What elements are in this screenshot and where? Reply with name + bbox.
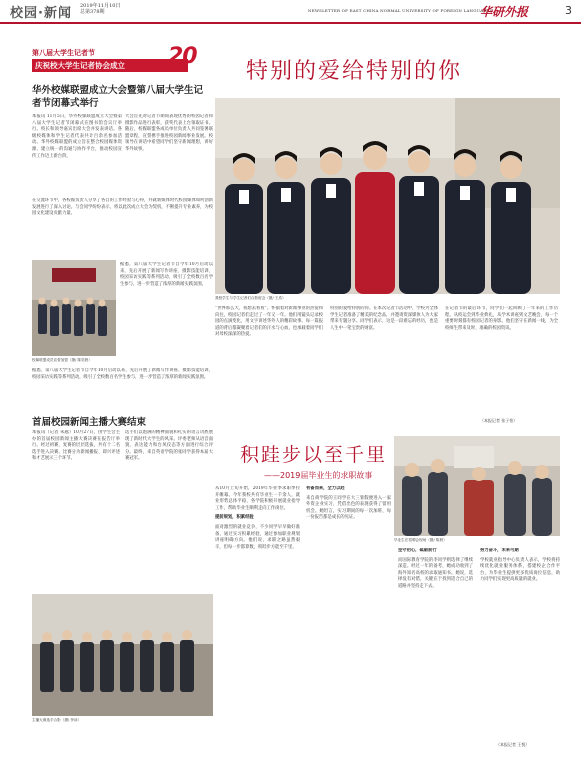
english-title: NEWSLETTER OF EAST CHINA NORMAL UNIVERSITY OF FOREIGN LANGUAGES: [308, 8, 493, 13]
jobs-byline: （本报记者 王悦）: [496, 742, 530, 747]
left-body-a: 本报讯 11月5日，华外校媒联盟成立大会暨第八届大学生记者节闭幕式在图书馆会议厅举行。校长和领导嘉宾出席大会并发表讲话。各级校媒体和学生记者代表共计百余名参加活动。华外校媒联盟的成立旨在整合校园媒体资源，建立统一的沟通与协作平台，推动校园宣传工作迈上新台阶。: [32, 114, 122, 159]
kicker-line: 第八届大学生记者节: [32, 49, 95, 57]
feature-byline: （本报记者 张子怡）: [480, 418, 518, 423]
photo-group-caption: 我校学生与学生记者们合影留念（摄/ 王浩）: [215, 296, 286, 300]
photo-jobfair-caption: 毕业生在招聘会现场（摄/ 陈晨）: [394, 538, 447, 542]
feature-body-c: 在记者节的最后环节，同学们一起回顾了一年来的工作历程。从校运会到毕业典礼，从学术讲座到文艺晚会，每一个重要时刻都有校园记者的身影。他们坚守在新闻一线，为全校师生带来及时、准确的校园资讯。: [445, 306, 558, 331]
issue-date: [80, 3, 120, 15]
photo-anchors: [32, 594, 213, 716]
photo-pledge-caption: 校媒联盟成员宣誓加盟（摄/ 陈奕晨）: [32, 358, 92, 362]
photo-group-svg: [215, 98, 560, 294]
jobs-body-col2: [306, 486, 391, 736]
photo-pledge-svg: [32, 260, 116, 356]
jobs-body-col1: [215, 486, 300, 736]
second-body-e: 本报讯（记者 朱越）10月27日，由学生会主办的首届校园新闻主播大赛决赛在报告厅举行。经过初赛、复赛的层层选拔，共有十二名选手进入决赛。比赛分为新闻播报、即兴评述和才艺展示三个环节。: [32, 430, 120, 462]
feature-body-col3: [445, 306, 558, 416]
left-body-d: 据悉，第八届大学生记者节自今年10月启动以来，先后开展了新闻写作讲座、摄影技能培训、校园采访实践等系列活动，吸引了全校数百名学生参与，进一步营造了浓厚的新闻实践氛围。: [120, 262, 213, 287]
photo-anchors-svg: [32, 594, 213, 716]
left-body-b: 大会首先对记者节期间表现优秀的校园记者和摄影作品进行表彰，获奖代表上台领取证书。随后，校媒联盟各成员单位负责人共同签署联盟章程，宣誓携手推进校园新闻事业发展。校领导在讲话中希望同学们坚守新闻理想，讲好华外故事。: [125, 114, 213, 152]
jobs-title: 积跬步以至千里: [240, 444, 388, 466]
jobs-section-head-1: 提前规划，积累经验: [215, 515, 254, 521]
feature-body-col2: [330, 306, 438, 424]
feature-body-col1: [215, 306, 323, 424]
left-headline: 华外校媒联盟成立大会暨第八届大学生记者节闭幕式举行: [32, 85, 204, 109]
jobs-section-head-4: 努力奋斗，未来可期: [480, 548, 519, 553]
jobs-body-d: 而国际教育学院的李同学则选择了继续深造。经过一年的备考，她成功收到了海外知名高校的录取通知书。她说，选择没有对错，关键在于找到适合自己的道路并坚持走下去。: [398, 557, 473, 589]
date-line: 2019年11月10日: [80, 3, 121, 9]
photo-jobfair: [394, 436, 560, 536]
second-body-col1: [32, 430, 120, 590]
jobs-section-head-3: 坚守初心，砥砺前行: [398, 548, 437, 553]
jobs-body-e: 学校就业指导中心负责人表示，学校将持续优化就业服务体系，搭建校企合作平台，为毕业生提供更多优质岗位信息，助力同学们实现更高质量的就业。: [480, 557, 560, 583]
jobs-subtitle: ——2019届毕业生的求职故事: [264, 471, 373, 480]
feature-body-a: “世界那么大，我想去看看”。怀揣着对新闻事业的热爱和向往，校园记者们走过了一年又一年。他们用镜头记录校园的点滴变化，用文字讲述华外人的精彩故事。每一篇报道的背后都凝聚着记者们的汗水与心血，也承载着同学们对母校深深的热爱。: [215, 306, 323, 338]
kicker-banner-text: 庆祝校大学生记者协会成立: [35, 61, 125, 70]
jobs-body-col3: [398, 548, 473, 738]
jobs-section-head-2: 有备而来，全力以赴: [306, 486, 345, 491]
kicker-banner: [32, 59, 188, 72]
masthead-logo: 华研外报: [480, 5, 529, 19]
photo-anchors-caption: 主播大赛选手合影（摄/ 李沫）: [32, 718, 82, 722]
photo-group: [215, 98, 560, 294]
jobs-body-b: 面对激烈的就业竞争，不少同学早早做好准备，通过实习积累经验，通过参加职业规划讲座明确方向。他们说，求职之路虽然艰辛，但每一步都算数，积跬步方能至千里。: [215, 524, 300, 550]
left-body-col4: [120, 262, 213, 362]
second-headline: 首届校园新闻主播大赛结束: [32, 417, 147, 428]
photo-pledge: [32, 260, 116, 356]
anniversary-badge: [168, 44, 208, 68]
feature-body-b: 特别的爱给特别的你。在本次记者节活动中，学校为全体学生记者准备了精美的纪念品，并邀请资深媒体人为大家带来专题分享。同学们表示，这是一段难忘的经历，也是人生中一笔宝贵的财富。: [330, 306, 438, 331]
section-title: 校园·新闻: [10, 6, 72, 21]
jobs-body-col4: [480, 548, 560, 728]
left-body-d2: 据悉，第八届大学生记者节自今年10月启动以来，先后开展了新闻写作讲座、摄影技能培训、校园采访实践等系列活动，吸引了全校数百名学生参与，进一步营造了浓厚的新闻实践氛围。: [32, 368, 213, 380]
photo-jobfair-svg: [394, 436, 560, 536]
page-number: 3: [565, 4, 572, 17]
left-body-col5: [32, 368, 213, 408]
jobs-body-c: 来自商学院的王同学在大三暑假便进入一家外资企业实习，凭借出色的表现获得了留用机会。她坦言，实习期间的每一次加班、每一份报告都是成长的见证。: [306, 495, 391, 521]
issue-number: 总第378期: [80, 9, 105, 15]
left-body-c: 在交流环节中，各校媒负责人分享了各自的工作经验与心得，并就新媒体时代校园媒体如何创新发展进行了深入讨论。与会同学纷纷表示，将以此次成立大会为契机，不断提升专业素养，为校园文化建设贡献力量。: [32, 198, 213, 217]
feature-headline: 特别的爱给特别的你: [246, 59, 463, 84]
page-header: [0, 0, 581, 24]
jobs-body-a: 从10月上旬开始，2019年毕业季求职季拉开帷幕。今年我校共有毕业生一千余人，就业形势总体平稳，各学院积极开展就业指导工作，帮助毕业生顺利走向工作岗位。: [215, 486, 300, 511]
second-body-f: 选手们以饱满的精神面貌和扎实的语言功底展现了新时代大学生的风采。评委老师从语音面貌、表达能力和台风仪态等方面进行综合评分。最终，来自英语学院的张同学获得本届大赛冠军。: [125, 430, 213, 462]
second-body-col2: [125, 430, 213, 590]
left-body-col3: [32, 198, 213, 254]
badge-number: 20: [168, 44, 197, 69]
